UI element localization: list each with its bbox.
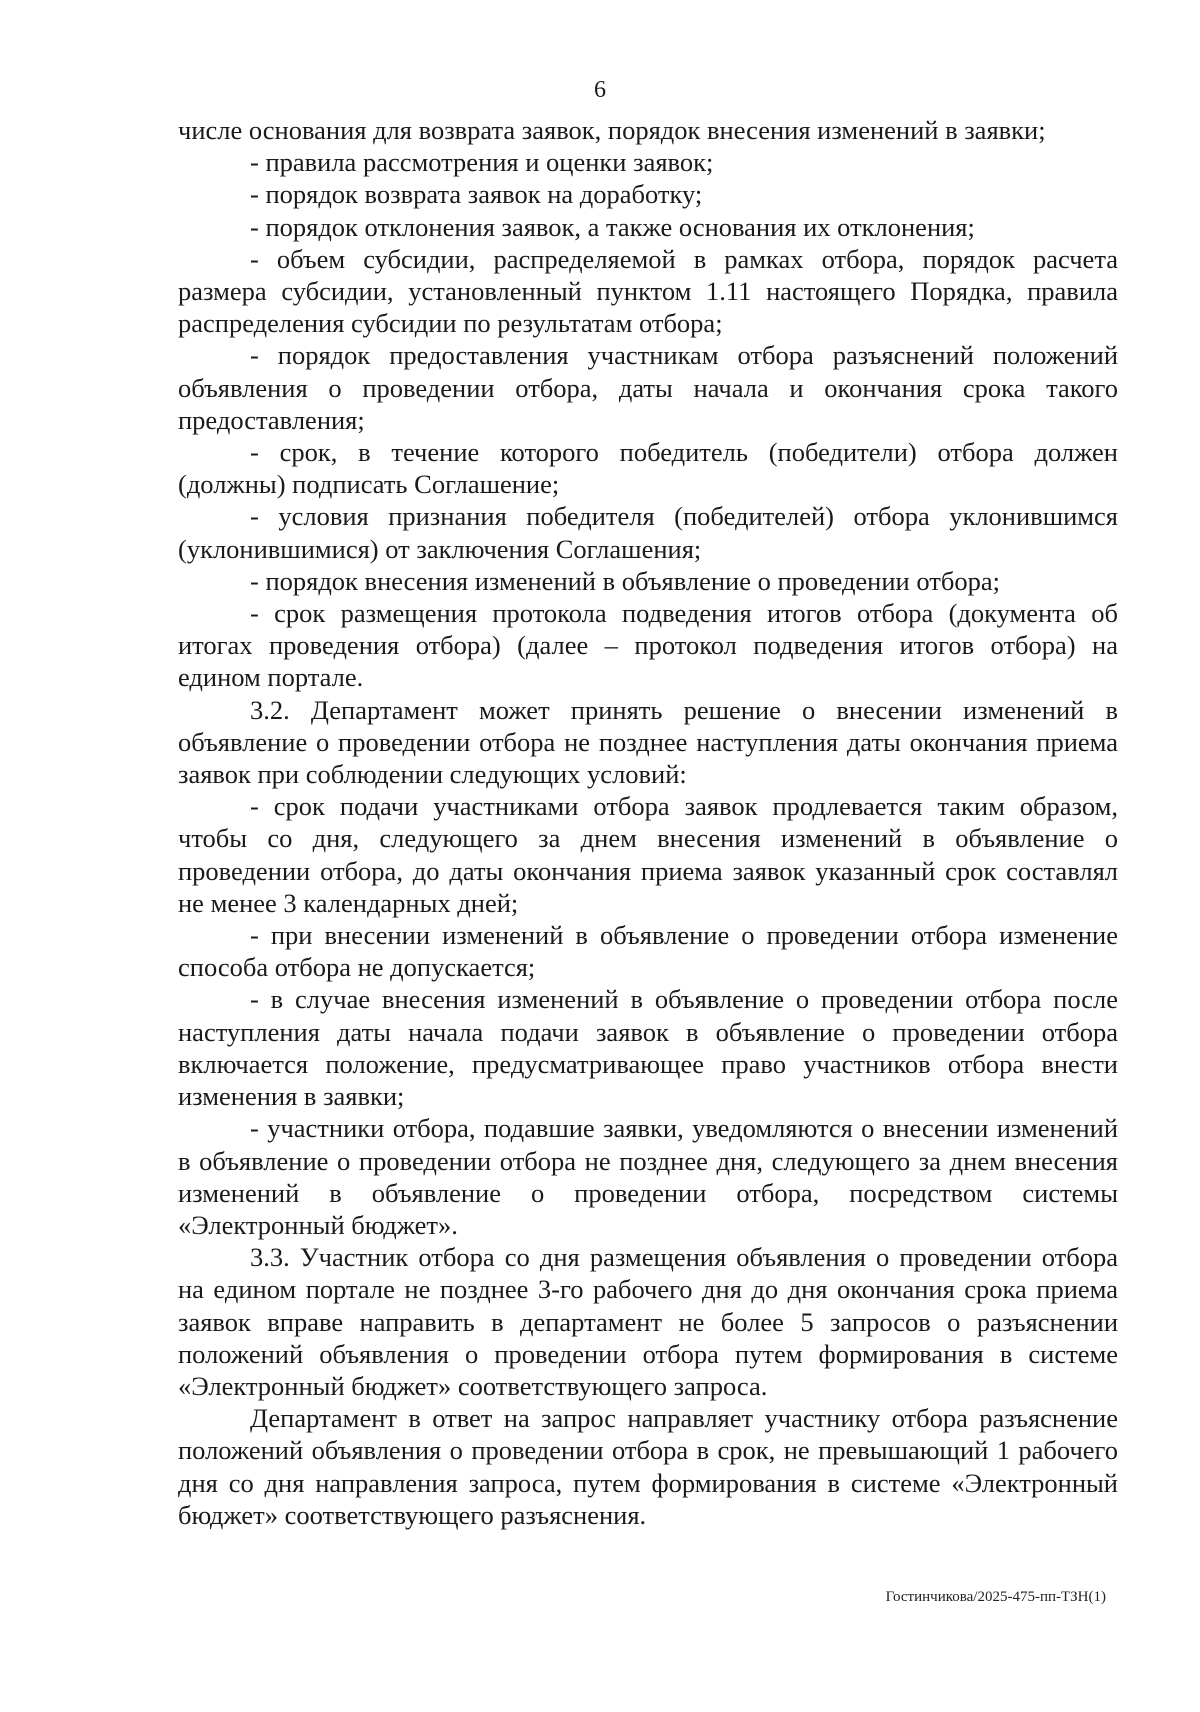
list-item-protocol-deadline: - срок размещения протокола подведения итогов отбора (документа об итогах проведения отбора) (далее – протокол подведения итогов отбора) на едином портале.	[178, 598, 1118, 693]
list-item-signing-deadline: - срок, в течение которого победитель (победители) отбора должен (должны) подписать Соглашение;	[178, 437, 1118, 500]
list-item-return-procedure: - порядок возврата заявок на доработку;	[250, 179, 703, 210]
list-item-evasion-conditions: - условия признания победителя (победителей) отбора уклонившимся (уклонившимися) от заключения Соглашения;	[178, 501, 1118, 564]
document-code: Гостинчикова/2025-475-пп-ТЗН(1)	[885, 1589, 1106, 1605]
list-item-rejection-procedure: - порядок отклонения заявок, а также основания их отклонения;	[250, 211, 975, 242]
paragraph-continuation: числе основания для возврата заявок, порядок внесения изменений в заявки;	[178, 115, 1046, 145]
list-item-subsidy-volume: - объем субсидии, распределяемой в рамках отбора, порядок расчета размера субсидии, установленный пунктом 1.11 настоящего Порядка, правила распределения субсидии по результатам отбора;	[178, 243, 1118, 339]
section-3-3: 3.3. Участник отбора со дня размещения объявления о проведении отбора на едином портале не позднее 3-го рабочего дня до дня окончания срока приема заявок вправе направить в департамент не более 5 запросов о разъяснении положений объявления о проведении отбора путем формирования в системе «Электронный бюджет» соответствующего запроса.	[178, 1242, 1118, 1401]
section-3-2: 3.2. Департамент может принять решение о внесении изменений в объявление о проведении отбора не позднее наступления даты окончания приема заявок при соблюдении следующих условий:	[178, 694, 1118, 790]
document-body	[178, 114, 1118, 1531]
list-item-amendment-procedure: - порядок внесения изменений в объявление о проведении отбора;	[250, 565, 1000, 596]
list-item-notification: - участники отбора, подавшие заявки, уведомляются о внесении изменений в объявление о проведении отбора не позднее дня, следующего за днем внесения изменений в объявление о проведении отбора, посредством системы «Электронный бюджет».	[178, 1113, 1118, 1240]
paragraph-department-response: Департамент в ответ на запрос направляет участнику отбора разъяснение положений объявления о проведении отбора в срок, не превышающий 1 рабочего дня со дня направления запроса, путем формирования в системе «Электронный бюджет» соответствующего разъяснения.	[178, 1403, 1118, 1530]
list-item-extension: - срок подачи участниками отбора заявок продлевается таким образом, чтобы со дня, следующего за днем внесения изменений в объявление о проведении отбора, до даты окончания приема заявок указанный срок составлял не менее 3 календарных дней;	[178, 791, 1118, 918]
list-item-method-change: - при внесении изменений в объявление о проведении отбора изменение способа отбора не допускается;	[178, 920, 1118, 983]
list-item-clarifications: - порядок предоставления участникам отбора разъяснений положений объявления о проведении отбора, даты начала и окончания срока такого предоставления;	[178, 340, 1118, 435]
list-item-review-rules: - правила рассмотрения и оценки заявок;	[250, 147, 714, 178]
page-number: 6	[594, 77, 606, 103]
list-item-late-amendments: - в случае внесения изменений в объявление о проведении отбора после наступления даты начала подачи заявок в объявление о проведении отбора включается положение, предусматривающее право участников отбора внести изменения в заявки;	[178, 984, 1118, 1112]
